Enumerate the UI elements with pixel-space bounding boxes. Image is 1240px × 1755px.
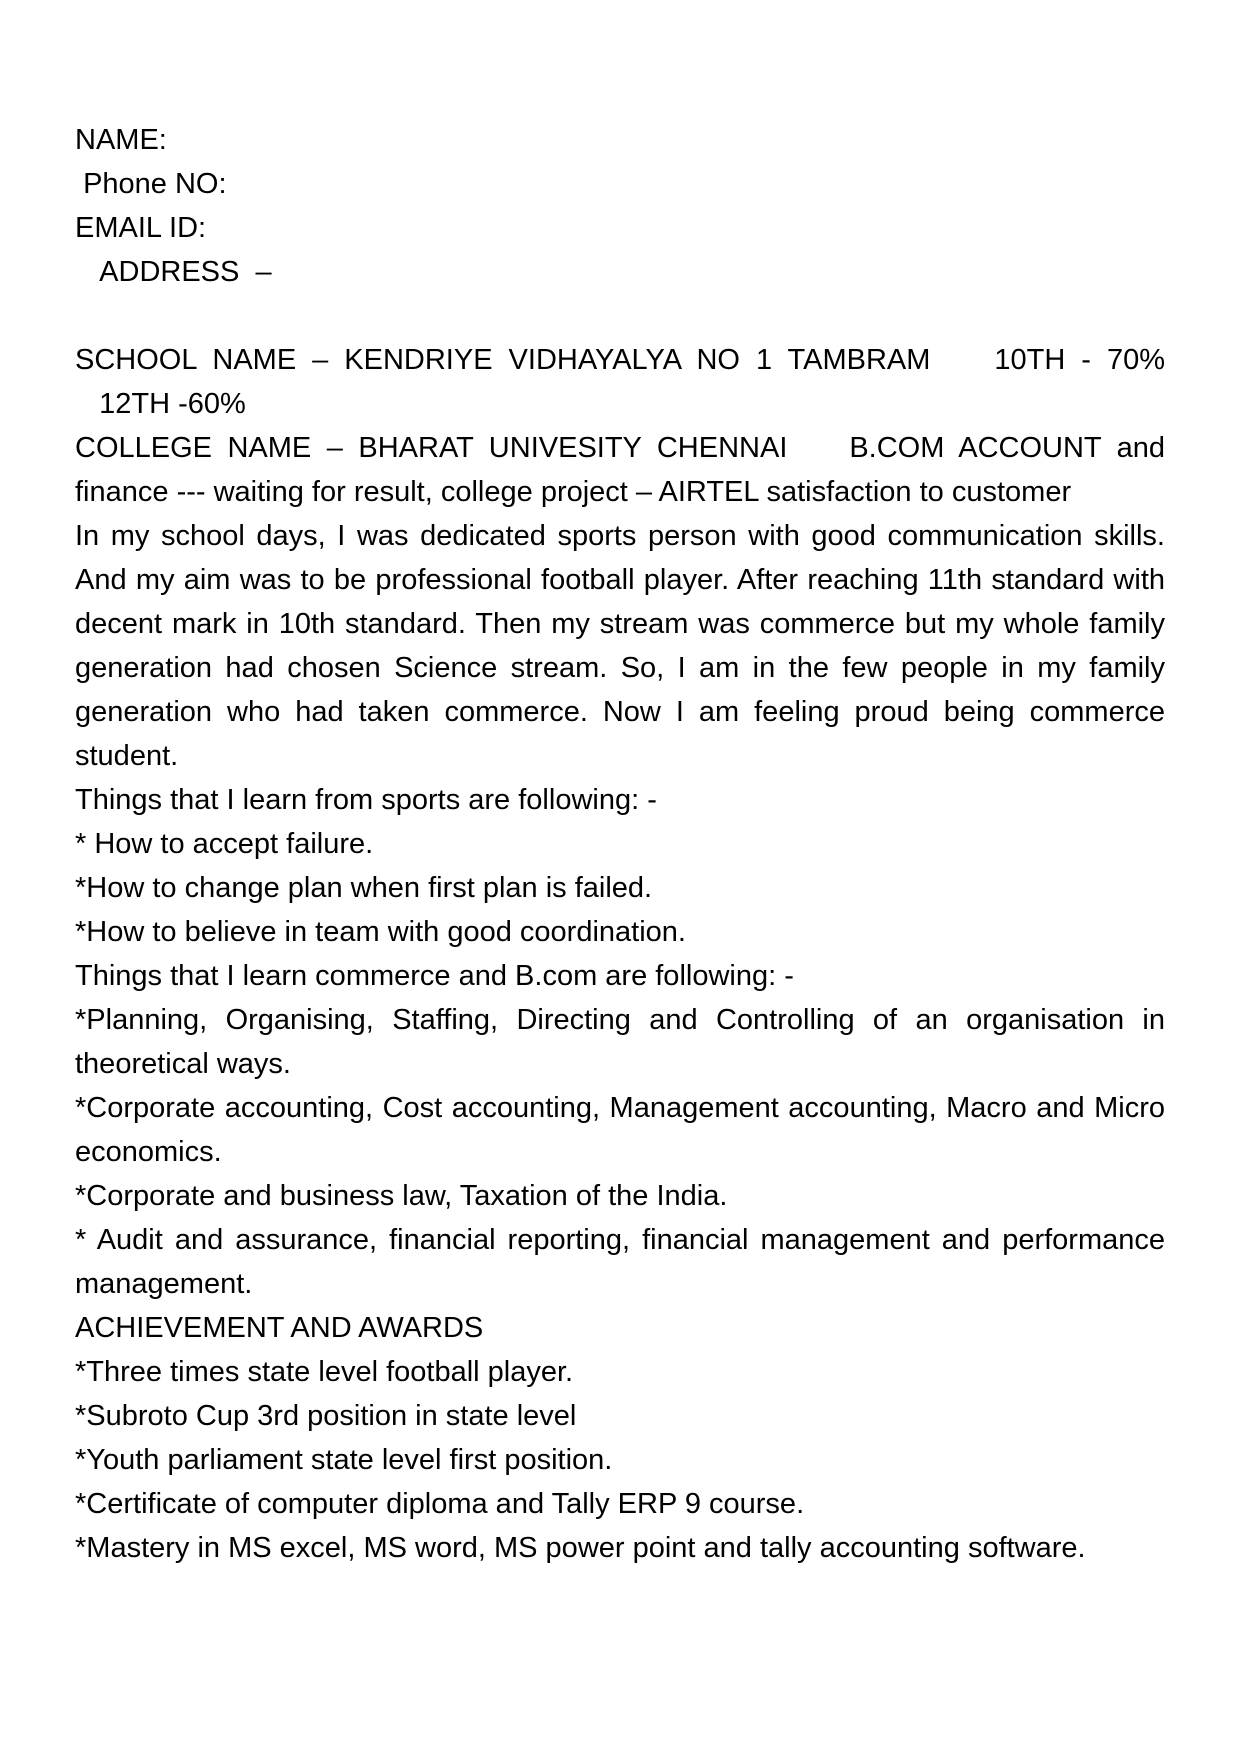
achievement-item-3: *Youth parliament state level first position. xyxy=(75,1444,613,1476)
achievement-item-5: *Mastery in MS excel, MS word, MS power point and tally accounting software. xyxy=(75,1532,1086,1564)
name-field-label: NAME: xyxy=(75,124,167,156)
commerce-learning-line-3: *Corporate accounting, Cost accounting, Management accounting, Macro and Micro xyxy=(75,1092,1165,1124)
contact-section xyxy=(75,118,1165,294)
twelfth-grade-line: 12TH -60% xyxy=(75,388,246,420)
commerce-learning-line-7: management. xyxy=(75,1268,253,1300)
sports-learnings-heading: Things that I learn from sports are following: - xyxy=(75,784,657,816)
commerce-learnings-section xyxy=(75,954,1165,1306)
commerce-learning-line-6: * Audit and assurance, financial reporting, financial management and performance xyxy=(75,1224,1165,1256)
about-section xyxy=(75,514,1165,778)
commerce-learning-line-5: *Corporate and business law, Taxation of the India. xyxy=(75,1180,728,1212)
about-line-6: student. xyxy=(75,740,179,772)
sports-learning-item-1: * How to accept failure. xyxy=(75,828,374,860)
achievement-item-4: *Certificate of computer diploma and Tally ERP 9 course. xyxy=(75,1488,805,1520)
achievement-item-2: *Subroto Cup 3rd position in state level xyxy=(75,1400,577,1432)
email-field-label: EMAIL ID: xyxy=(75,212,207,244)
commerce-learnings-heading: Things that I learn commerce and B.com are following: - xyxy=(75,960,794,992)
sports-learnings-section xyxy=(75,778,1165,954)
about-line-1: In my school days, I was dedicated sports person with good communication skills. xyxy=(75,520,1165,552)
achievements-heading: ACHIEVEMENT AND AWARDS xyxy=(75,1312,484,1344)
about-line-5: generation who had taken commerce. Now I am feeling proud being commerce xyxy=(75,696,1165,728)
sports-learning-item-3: *How to believe in team with good coordination. xyxy=(75,916,686,948)
education-section xyxy=(75,338,1165,514)
achievements-section xyxy=(75,1306,1165,1570)
address-field-label: ADDRESS – xyxy=(75,256,272,288)
about-line-4: generation had chosen Science stream. So, I am in the few people in my family xyxy=(75,652,1165,684)
college-info-line: COLLEGE NAME – BHARAT UNIVESITY CHENNAI B.COM ACCOUNT and xyxy=(75,432,1165,464)
phone-field-label: Phone NO: xyxy=(75,168,227,200)
about-line-3: decent mark in 10th standard. Then my stream was commerce but my whole family xyxy=(75,608,1165,640)
commerce-learning-line-2: theoretical ways. xyxy=(75,1048,291,1080)
commerce-learning-line-1: *Planning, Organising, Staffing, Directing and Controlling of an organisation in xyxy=(75,1004,1165,1036)
school-info-line: SCHOOL NAME – KENDRIYE VIDHAYALYA NO 1 TAMBRAM 10TH - 70% xyxy=(75,344,1165,376)
sports-learning-item-2: *How to change plan when first plan is failed. xyxy=(75,872,653,904)
achievement-item-1: *Three times state level football player. xyxy=(75,1356,574,1388)
commerce-learning-line-4: economics. xyxy=(75,1136,222,1168)
college-project-line: finance --- waiting for result, college project – AIRTEL satisfaction to customer xyxy=(75,476,1072,508)
about-line-2: And my aim was to be professional football player. After reaching 11th standard with xyxy=(75,564,1165,596)
